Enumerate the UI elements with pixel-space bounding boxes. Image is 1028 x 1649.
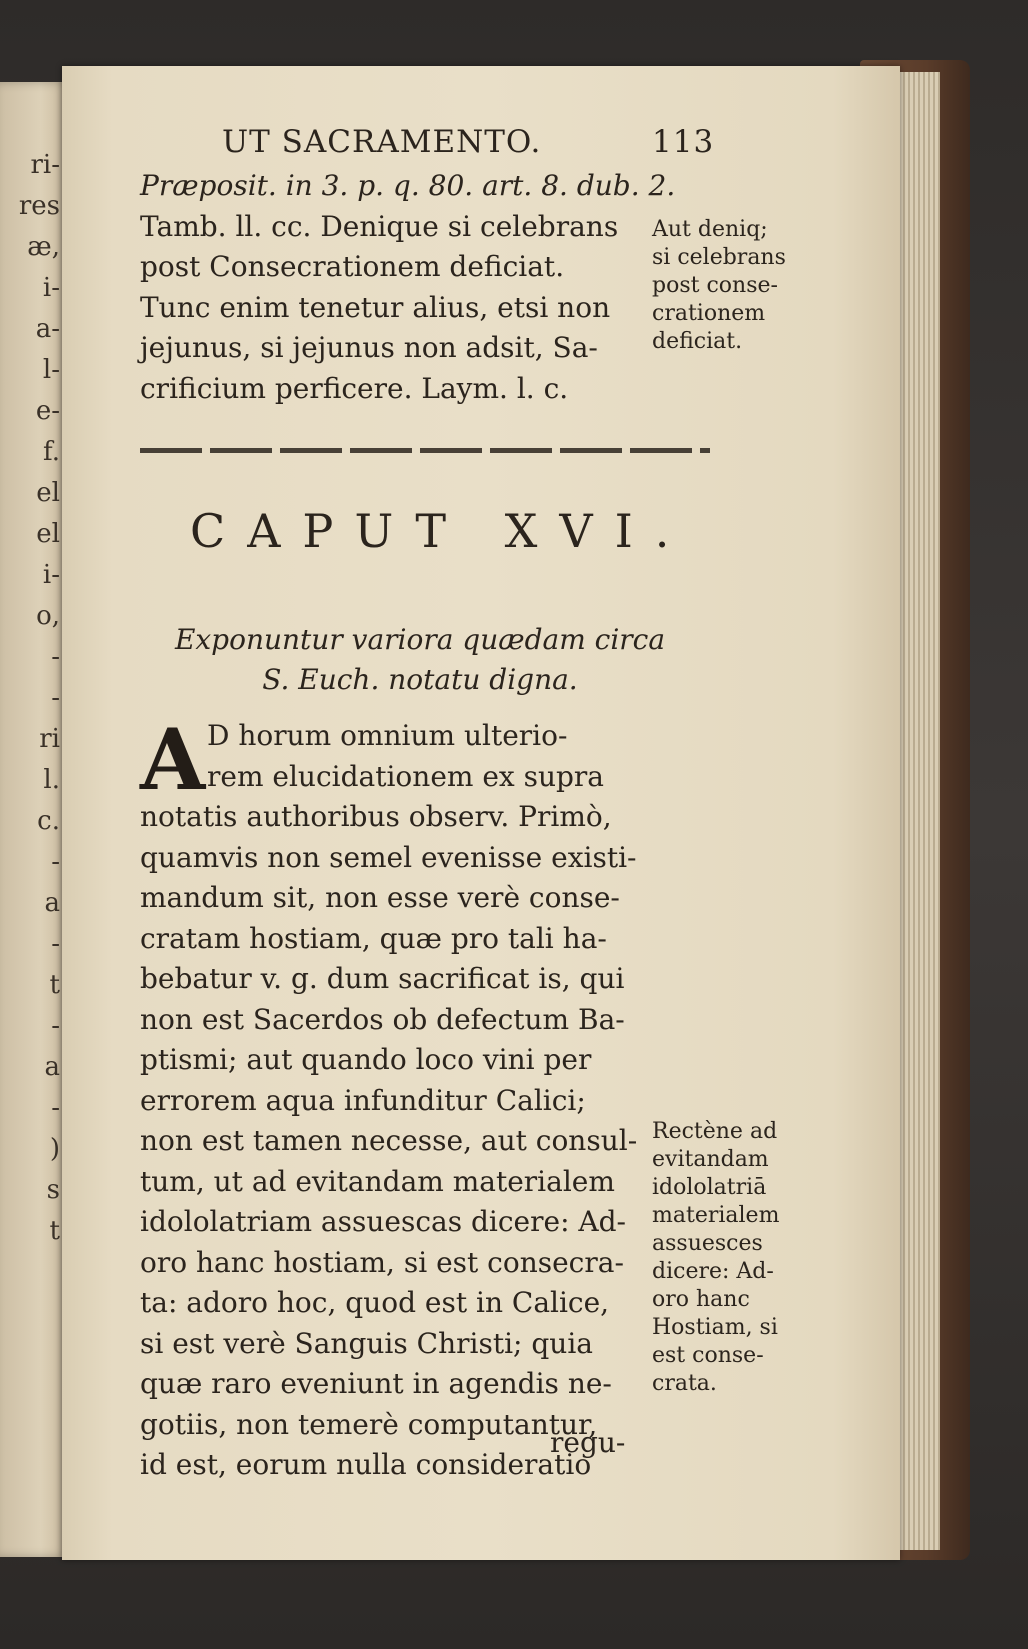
- margin-note-line: evitandam: [652, 1147, 769, 1172]
- text-line: non est tamen necesse, aut consul-: [140, 1124, 638, 1157]
- text-line: gotiis, non temerè computantur,: [140, 1407, 598, 1441]
- left-page-fragment: -: [51, 683, 60, 713]
- chapter-heading: CAPUT XVI.: [190, 504, 692, 558]
- text-line: cratam hostiam, quæ pro tali ha-: [140, 921, 607, 955]
- left-page-fragment: el: [36, 519, 60, 549]
- left-page-fragment: ri-: [30, 150, 60, 180]
- margin-note-line: deficiat.: [652, 329, 743, 354]
- margin-note-line: dicere: Ad-: [652, 1259, 774, 1284]
- chapter-subtitle: [140, 620, 700, 700]
- drop-cap: A: [140, 710, 206, 809]
- margin-note-2: [652, 1118, 822, 1398]
- catchword: regu-: [550, 1426, 626, 1459]
- margin-note-1: [652, 216, 822, 356]
- text-line: ptismi; aut quando loco vini per: [140, 1043, 592, 1076]
- running-head: [222, 124, 715, 160]
- left-page-fragment: a-: [35, 314, 60, 344]
- left-page-fragment: o,: [36, 601, 60, 631]
- top-paragraph: [140, 166, 730, 409]
- first-lines: [207, 716, 604, 797]
- left-page-fragment: ): [49, 1134, 60, 1164]
- text-line: errorem aqua infunditur Calici;: [140, 1083, 586, 1117]
- subtitle-line: S. Euch. notatu digna.: [262, 663, 578, 696]
- left-page-fragment: s: [46, 1175, 60, 1205]
- text-line: quæ raro eveniunt in agendis ne-: [140, 1367, 612, 1400]
- left-page-fragment: t: [49, 970, 60, 1000]
- margin-note-line: post conse-: [652, 273, 778, 298]
- margin-note-line: Aut deniq;: [652, 217, 768, 242]
- margin-note-line: idololatriā: [652, 1175, 767, 1200]
- left-page-fragment: res: [18, 191, 60, 221]
- text-line: Tamb. ll. cc. Denique si celebrans: [140, 209, 619, 243]
- left-page-fragment: l.: [43, 765, 60, 795]
- margin-note-line: est conse-: [652, 1343, 764, 1368]
- margin-note-line: Hostiam, si: [652, 1315, 778, 1340]
- left-page-fragment: i-: [42, 273, 60, 303]
- left-page-fragment: -: [51, 929, 60, 959]
- text-line: post Consecrationem deficiat.: [140, 250, 565, 283]
- text-line: oro hanc hostiam, si est consecra-: [140, 1245, 624, 1279]
- margin-note-line: assuesces: [652, 1231, 763, 1256]
- text-line: rem elucidationem ex supra: [207, 759, 605, 793]
- left-page-fragment: a: [44, 888, 60, 918]
- left-page-fragment: a: [44, 1052, 60, 1082]
- margin-note-line: Rectène ad: [652, 1119, 778, 1144]
- text-line: crificium perficere. Laym. l. c.: [140, 371, 569, 405]
- text-line: D horum omnium ulterio-: [207, 719, 568, 752]
- left-page-fragment: c.: [37, 806, 60, 836]
- left-page-fragment: t: [49, 1216, 60, 1246]
- chapter-body: [140, 797, 730, 1486]
- left-page-fragment: ri: [39, 724, 60, 754]
- left-page-fragment: l-: [42, 355, 60, 385]
- left-page-fragment: e-: [35, 396, 60, 426]
- text-line: si est verè Sanguis Christi; quia: [140, 1326, 593, 1360]
- left-page-fragment: æ,: [27, 232, 60, 262]
- margin-note-line: si celebrans: [652, 245, 786, 270]
- section-divider-rule: [140, 448, 710, 453]
- margin-note-line: crationem: [652, 301, 766, 326]
- left-page-fragment: -: [51, 1093, 60, 1123]
- text-line: idololatriam assuescas dicere: Ad-: [140, 1205, 627, 1238]
- text-line: mandum sit, non esse verè conse-: [140, 881, 620, 914]
- left-page-fragment: el: [36, 478, 60, 508]
- text-line: id est, eorum nulla consideratio: [140, 1448, 592, 1481]
- text-line: bebatur v. g. dum sacrificat is, qui: [140, 962, 625, 995]
- page-number: 113: [652, 124, 715, 160]
- margin-note-line: crata.: [652, 1371, 717, 1396]
- text-line: notatis authoribus observ. Primò,: [140, 800, 612, 833]
- text-line: ta: adoro hoc, quod est in Calice,: [140, 1286, 610, 1319]
- left-page-fragment: i-: [42, 560, 60, 590]
- text-line: jejunus, si jejunus non adsit, Sa-: [140, 331, 598, 364]
- text-line: quamvis non semel evenisse existi-: [140, 840, 637, 874]
- left-page-fragment: -: [51, 1011, 60, 1041]
- left-page-fragment: -: [51, 642, 60, 672]
- margin-note-line: oro hanc: [652, 1287, 750, 1312]
- left-page-edge: [0, 82, 68, 1557]
- subtitle-line: Exponuntur variora quædam circa: [174, 623, 666, 656]
- text-line: tum, ut ad evitandam materialem: [140, 1164, 615, 1198]
- running-head-title: UT SACRAMENTO.: [222, 124, 542, 160]
- left-page-fragment: f.: [43, 437, 60, 467]
- book-page: [62, 66, 900, 1560]
- margin-note-line: materialem: [652, 1203, 780, 1228]
- left-page-fragment: -: [51, 847, 60, 877]
- text-line: Præposit. in 3. p. q. 80. art. 8. dub. 2.: [140, 169, 676, 202]
- text-line: non est Sacerdos ob defectum Ba-: [140, 1002, 625, 1036]
- text-line: Tunc enim tenetur alius, etsi non: [140, 290, 611, 324]
